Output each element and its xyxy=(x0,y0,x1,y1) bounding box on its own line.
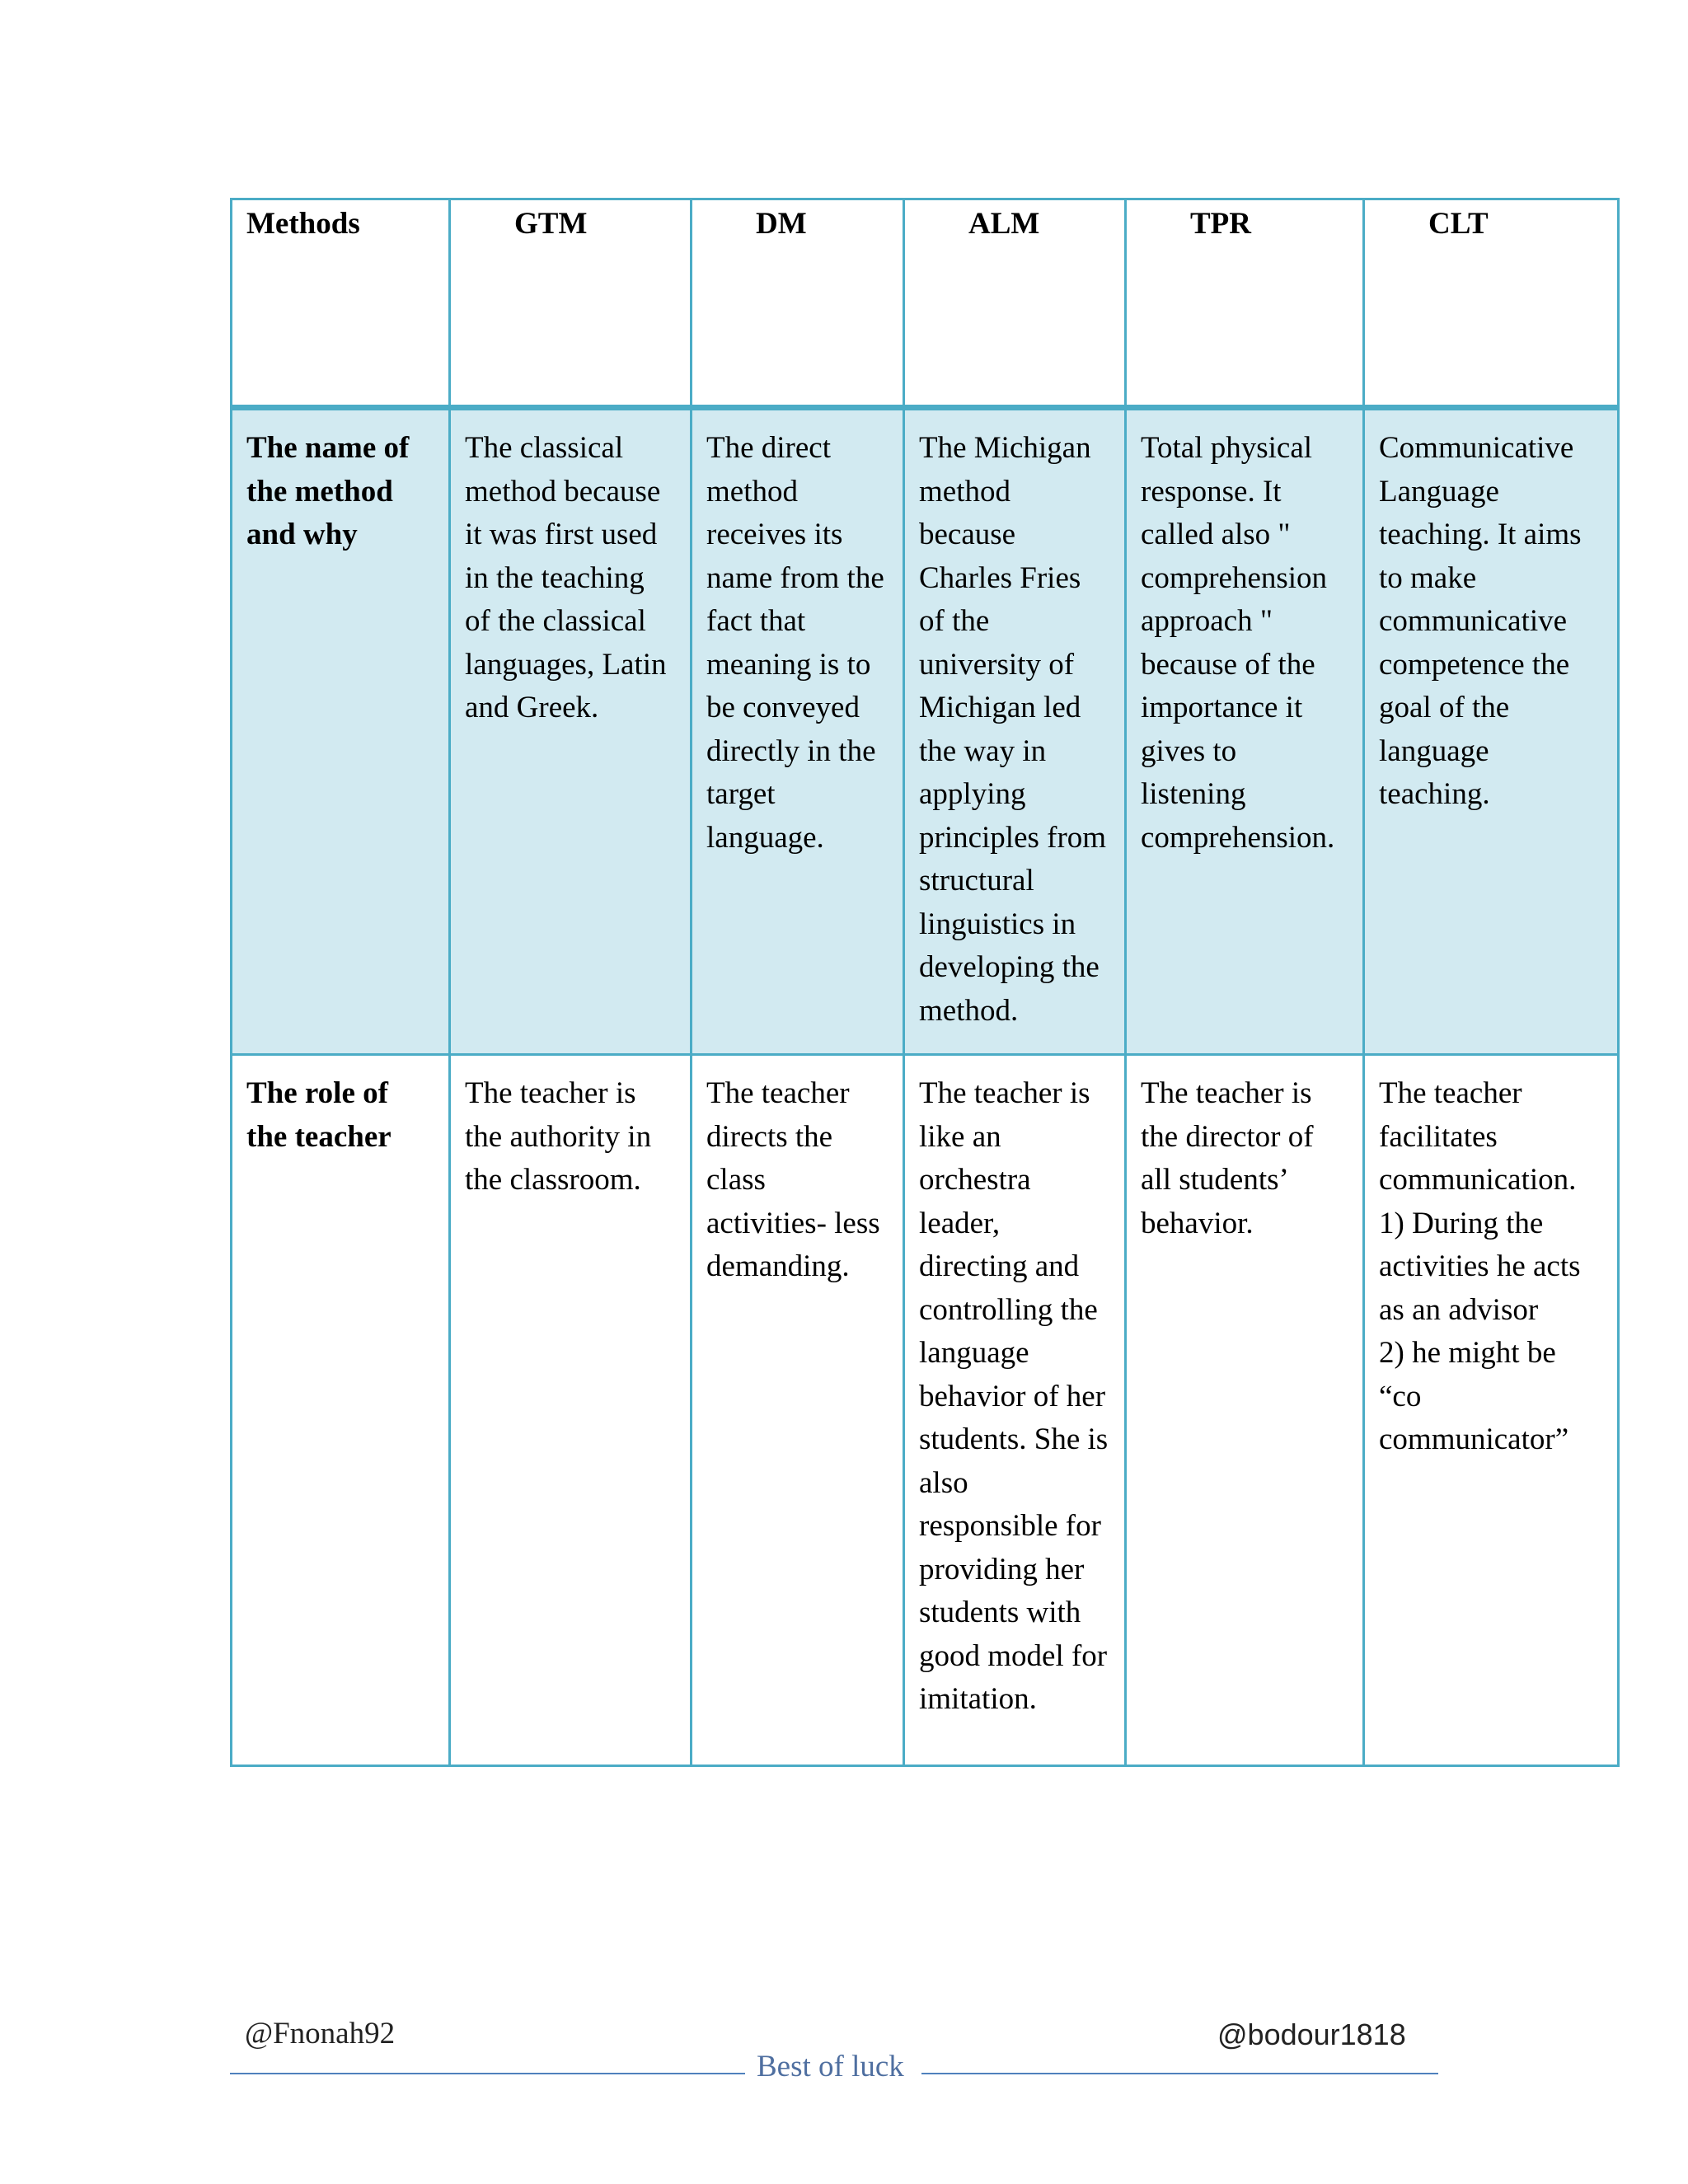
cell-tpr-name: Total physical response. It called also " comprehension approach " because of the importance it gives to listening comprehension. xyxy=(1126,408,1364,1055)
header-cell-dm: DM xyxy=(692,199,904,408)
methods-comparison-table xyxy=(230,198,1620,1767)
header-cell-clt: CLT xyxy=(1364,199,1619,408)
footer-divider-left xyxy=(230,2073,745,2074)
footer-center-text: Best of luck xyxy=(757,2050,904,2083)
header-cell-tpr: TPR xyxy=(1126,199,1364,408)
cell-alm-teacher: The teacher is like an orchestra leader, directing and controlling the language behavior of her students. She is also responsible for providing her students with good model for imitation. xyxy=(904,1055,1126,1766)
cell-dm-teacher: The teacher directs the class activities- less demanding. xyxy=(692,1055,904,1766)
table-row-teacher-role xyxy=(232,1055,1619,1766)
cell-gtm-teacher: The teacher is the authority in the classroom. xyxy=(450,1055,692,1766)
cell-gtm-name: The classical method because it was first used in the teaching of the classical languages, Latin and Greek. xyxy=(450,408,692,1055)
table-header-row xyxy=(232,199,1619,408)
footer-divider-right xyxy=(921,2073,1438,2074)
header-cell-alm: ALM xyxy=(904,199,1126,408)
footer-right-handle: @bodour1818 xyxy=(1217,2018,1406,2051)
row-label-teacher-role: The role of the teacher xyxy=(232,1055,450,1766)
cell-alm-name: The Michigan method because Charles Fries of the university of Michigan led the way in applying principles from structural linguistics in developing the method. xyxy=(904,408,1126,1055)
cell-dm-name: The direct method receives its name from the fact that meaning is to be conveyed directly in the target language. xyxy=(692,408,904,1055)
cell-clt-name: Communicative Language teaching. It aims to make communicative competence the goal of the language teaching. xyxy=(1364,408,1619,1055)
header-cell-gtm: GTM xyxy=(450,199,692,408)
header-cell-methods: Methods xyxy=(232,199,450,408)
footer-left-handle: @Fnonah92 xyxy=(245,2017,396,2050)
cell-clt-teacher: The teacher facilitates communication. 1) During the activities he acts as an advisor 2) he might be “co communicator” xyxy=(1364,1055,1619,1766)
row-label-method-name: The name of the method and why xyxy=(232,408,450,1055)
cell-tpr-teacher: The teacher is the director of all students’ behavior. xyxy=(1126,1055,1364,1766)
table-row-method-name xyxy=(232,408,1619,1055)
